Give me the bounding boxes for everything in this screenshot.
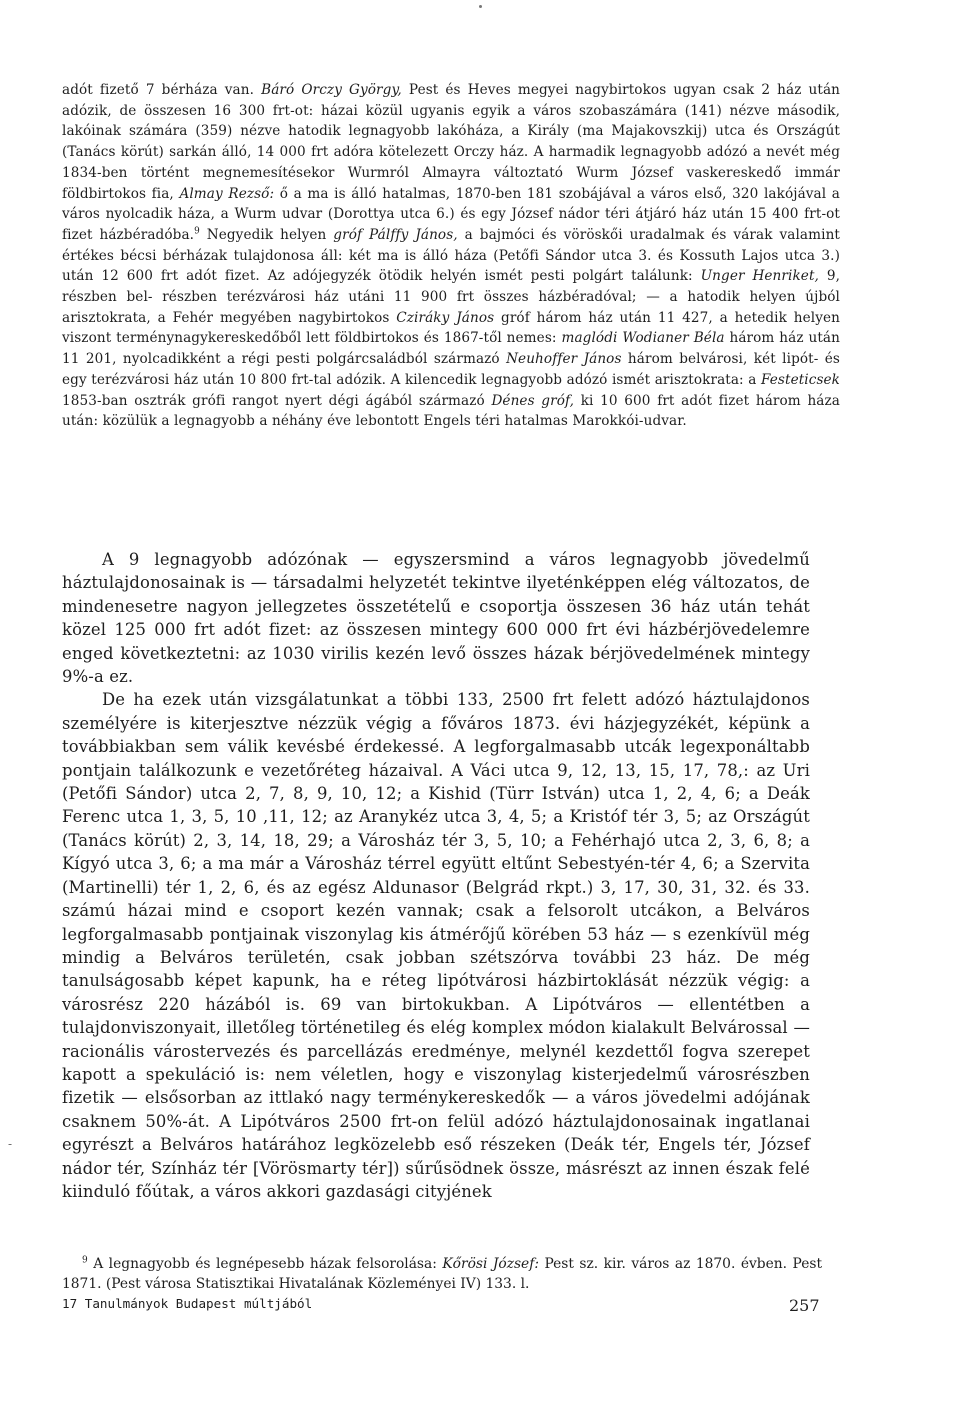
paragraph-top <box>62 80 840 432</box>
main-text <box>62 548 810 1203</box>
italic-name: maglódi Wodianer Béla <box>561 330 725 347</box>
text-run: 1853-ban osztrák grófi rangot nyert dégi ágából származó <box>62 392 492 409</box>
italic-name: Neuhoffer János <box>506 351 622 368</box>
text-run: adót fizető 7 bérháza van. <box>62 82 262 98</box>
paragraph-adozok: A 9 legnagyobb adózónak — egyszersmind a város legnagyobb jövedelmű háztulajdonosainak is — társadalmi helyzetét tekintve ilyeténképpen elég változatos, de mindenesetre nagyon jellegzetes összetételű e csoportja összesen 36 ház után tehát közel 125 000 frt adót fizet: az összesen mintegy 600 000 frt évi házbérjövedelemre enged következtetni: az 1030 virilis kezén levő összes házak bérjövedelmének mintegy 9%-a ez. <box>62 550 810 687</box>
text-run: Pest sz. kir. város az 1870. évben. Pest 1871. (Pest városa Statisztikai Hivatalának Közleményei IV) 133. l. <box>62 1256 822 1292</box>
signature-line: 17 Tanulmányok Budapest múltjából <box>62 1296 313 1311</box>
paragraph-haztulajdonos: De ha ezek után vizsgálatunkat a többi 133, 2500 frt felett adózó háztulajdonos személyére is kiterjesztve nézzük végig a főváros 1873. évi házjegyzékét, képünk a továbbiakban sem válik kevésbé érdekessé. A legforgalmasabb utcák legexponáltabb pontjain találkozunk e vezetőréteg házaival. A Váci utca 9, 12, 13, 15, 17, 78,: az Uri (Petőfi Sándor) utca 2, 7, 8, 9, 10, 12; a Kishid (Türr István) utca 1, 2, 4, 6; a Deák Ferenc utca 1, 3, 5, 10 ,11, 12; az Aranykéz utca 3, 4, 5; a Kristóf tér 3, 5; az Országút (Tanács körút) 2, 3, 14, 18, 29; a Városház tér 3, 5, 10; a Fehérhajó utca 2, 3, 6, 8; a Kígyó utca 3, 6; a ma már a Városház térrel együtt eltűnt Sebestyén-tér 4, 6; a Szervita (Martinelli) tér 1, 2, 6, és az egész Aldunasor (Belgrád rkpt.) 3, 17, 30, 31, 32. és 33. számú házai mind e csoport kezén vannak; csak a felsorolt utcákon, a Belváros legforgalmasabb pontjainak viszonylag kis átmérőjű körében 53 ház — s ezenkívül még mindig a Belváros területén, csak jobban szétszórva további 23 ház. De még tanulságosabb képet kapunk, ha e réteg lipótvárosi házbirtoklását nézzük végig: a városrész 220 házából is. 69 van birtokukban. A Lipótváros — ellentétben a tulajdonviszonyait, illetőleg történetileg és elég komplex módon kialakult Belvárossal — racionális várostervezés és parcellázás eredménye, melynél kezdettől fogva szerepet kapott a spekuláció is: nem véletlen, hogy e viszonylag kisterjedelmű városrészben fizetik — elsősorban az ittlakó nagy terménykereskedők — a város jövedelmi adójának csaknem 50%-át. A Lipótváros 2500 frt-on felül adózó háztulajdonosainak ingatlanai egyrészt a Belváros határához legközelebb eső részeken (Deák tér, Engels tér, József nádor tér, Színház tér [Vörösmarty tér]) sűrűsödnek össze, másrészt az innen észak felé kiinduló főútak, a város akkori gazdasági cityjének <box>62 690 810 1201</box>
text-run: 9, részben bel- részben terézvárosi ház utáni 11 900 frt összes házbéradóval; — a hatodik helyen újból arisztokrata, a Fehér megyében nagybirtokos <box>62 268 841 326</box>
footnote-ref: 9 <box>194 226 200 237</box>
text-run: Pest és Heves megyei nagybirtokos ugyan csak 2 ház után adózik, de összesen 16 300 frt-ot: házai közül ugyanis egyik a város szobaszámára (141) nézve második, lakóinak számára (359) nézve hatodik legnagyobb lakóháza, a Király (ma Majakovszkij) utca és Országút (Tanács körút) sarkán álló, 14 000 frt adóra kötelezett Orczy ház. A harmadik legnagyobb adózó a nevét még 1834-ben történt megnemesítésekor Wurmról Almayra változtató Wurm József vaskereskedő immár földbirtokos fia, <box>62 82 841 202</box>
text-run: ő a ma is álló hatalmas, 1870-ben 181 szobájával a város első, 320 lakójával a város nyolcadik háza, a Wurm udvar (Dorottya utca 6.) és egy József nádor téri átjáró ház után 15 400 frt-ot fizet házbéradóba. <box>62 185 841 243</box>
margin-mark: - <box>8 1137 13 1151</box>
footnote <box>62 1254 822 1294</box>
scan-dot <box>479 5 482 8</box>
text-run: a bajmóci és vöröskői uradalmak és várak valamint értékes bécsi bérházak tulajdonosa áll: két ma is álló háza (Petőfi Sándor utca 3. és Kossuth Lajos utca 3.) után 12 600 frt adót fizet. Az adójegyzék ötödik helyén ismét pesti polgárt találunk: <box>62 226 840 285</box>
page-number: 257 <box>789 1296 820 1315</box>
footnote-text <box>62 1254 822 1294</box>
text-run: gróf három ház után 11 427, a hetedik helyen viszont terménynagykereskedőből lett földbirtokos és 1867-től nemes: <box>62 309 840 347</box>
text-run: három belvárosi, két lipót- és egy terézvárosi ház után 10 800 frt-tal adózik. A kilencedik legnagyobb adózó ismét arisztokrata: a <box>62 351 840 388</box>
text-run: három ház után 11 201, nyolcadikként a régi pesti polgárcsaládból származó <box>62 330 840 368</box>
text-run: A legnagyobb és legnépesebb házak felsorolása: <box>87 1256 443 1272</box>
italic-name: Festeticsek <box>761 371 840 388</box>
italic-name: Kőrösi József: <box>442 1256 539 1272</box>
italic-name: gróf Pálffy János, <box>333 226 458 243</box>
italic-name: Cziráky János <box>396 309 495 326</box>
footnote-number: 9 <box>82 1255 88 1266</box>
italic-name: Almay Rezső: <box>179 185 275 202</box>
text-run: ki 10 600 frt adót fizet három háza után: közülük a legnagyobb a néhány éve lebontott Engels téri hatalmas Marokkói-udvar. <box>62 392 840 430</box>
italic-name: Unger Henriket, <box>700 268 819 285</box>
italic-name: Báró Orczy György, <box>261 82 402 98</box>
text-run: Negyedik helyen <box>199 226 334 243</box>
italic-name: Dénes gróf, <box>491 392 575 409</box>
